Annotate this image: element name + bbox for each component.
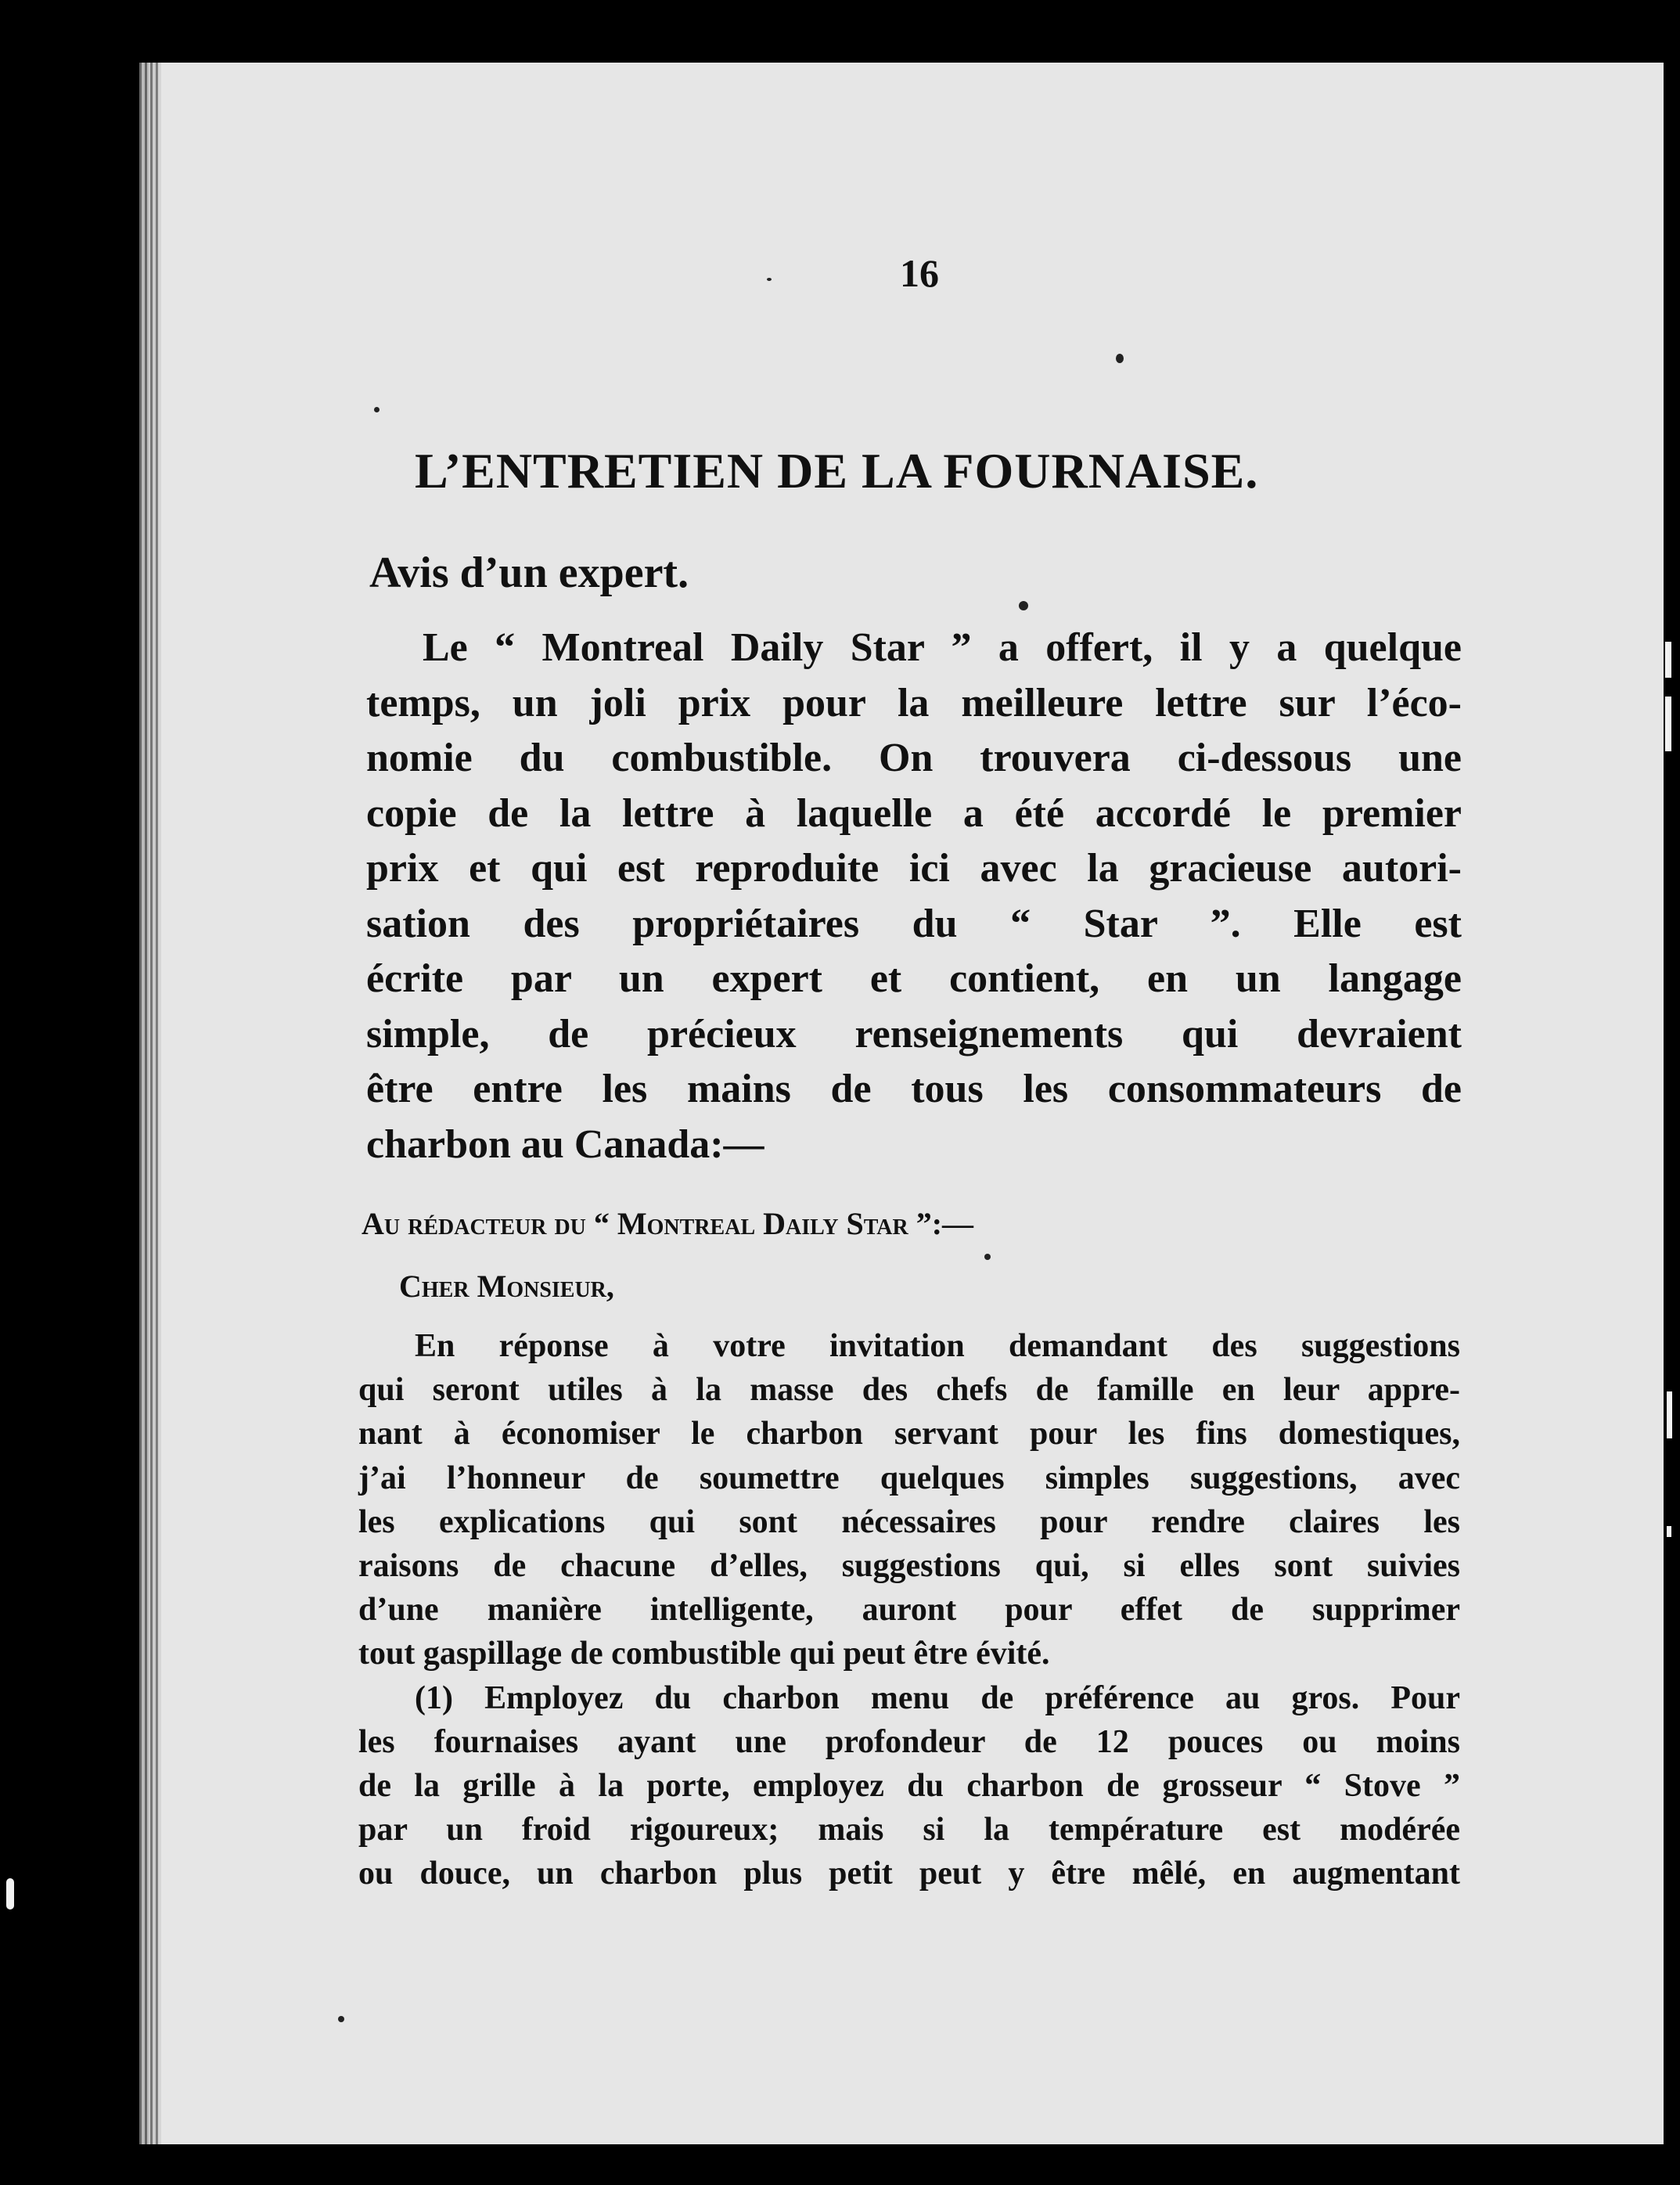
intro-paragraph [366, 621, 1462, 1172]
letter-line: qui seront utiles à la masse des chefs de famille en leur appre- [358, 1372, 1460, 1409]
intro-line: simple, de précieux renseignements qui devraient [366, 1011, 1462, 1057]
scan-speck [767, 278, 772, 281]
page-title: L’ENTRETIEN DE LA FOURNAISE. [415, 443, 1259, 499]
scan-edge-mark [6, 1878, 14, 1910]
letter-line: tout gaspillage de combustible qui peut être évité. [358, 1636, 1050, 1672]
letter-line: ou douce, un charbon plus petit peut y être mêlé, en augmentant [358, 1856, 1460, 1892]
scan-edge-mark [1667, 1391, 1672, 1438]
letter-line: les fournaises ayant une profondeur de 12 pouces ou moins [358, 1723, 1460, 1760]
scan-speck [1116, 354, 1124, 363]
scan-edge-mark [1667, 1526, 1671, 1537]
letter-address: Au rédacteur du “ Montreal Daily Star ”:— [362, 1206, 974, 1241]
intro-line: être entre les mains de tous les consommateurs de [366, 1067, 1462, 1111]
scan-speck [374, 407, 380, 412]
scan-speck [338, 2016, 344, 2022]
intro-line: écrite par un expert et contient, en un langage [366, 956, 1462, 1001]
letter-line: d’une manière intelligente, auront pour effet de supprimer [358, 1592, 1460, 1629]
letter-line: nant à économiser le charbon servant pour les fins domestiques, [358, 1416, 1460, 1452]
scan-edge-mark [1665, 642, 1671, 678]
scan-speck [984, 1254, 991, 1260]
page-binding-edge [139, 63, 161, 2144]
letter-line: de la grille à la porte, employez du charbon de grosseur “ Stove ” [358, 1768, 1460, 1805]
scan-speck [1019, 601, 1028, 610]
letter-line: raisons de chacune d’elles, suggestions qui, si elles sont suivies [358, 1548, 1460, 1585]
page-number: 16 [900, 251, 939, 295]
letter-line: les explications qui sont nécessaires pour rendre claires les [358, 1503, 1460, 1540]
section-subtitle: Avis d’un expert. [369, 549, 689, 597]
letter-line: (1) Employez du charbon menu de préférence au gros. Pour [415, 1679, 1460, 1716]
intro-line: copie de la lettre à laquelle a été accordé le premier [366, 790, 1462, 836]
intro-line: Le “ Montreal Daily Star ” a offert, il y a quelque [423, 625, 1462, 670]
letter-line: En réponse à votre invitation demandant des suggestions [415, 1328, 1460, 1364]
letter-line: j’ai l’honneur de soumettre quelques simples suggestions, avec [358, 1460, 1460, 1496]
intro-line: nomie du combustible. On trouvera ci-dessous une [366, 736, 1462, 780]
letter-body [358, 1324, 1460, 1896]
letter-salutation: Cher Monsieur, [399, 1269, 614, 1304]
intro-line: prix et qui est reproduite ici avec la gracieuse autori- [366, 846, 1462, 891]
intro-line: sation des propriétaires du “ Star ”. Elle est [366, 901, 1462, 946]
intro-line: temps, un joli prix pour la meilleure lettre sur l’éco- [366, 680, 1462, 725]
letter-line: par un froid rigoureux; mais si la température est modérée [358, 1812, 1460, 1848]
scan-edge-mark [1665, 697, 1671, 751]
intro-line: charbon au Canada:— [366, 1121, 764, 1167]
